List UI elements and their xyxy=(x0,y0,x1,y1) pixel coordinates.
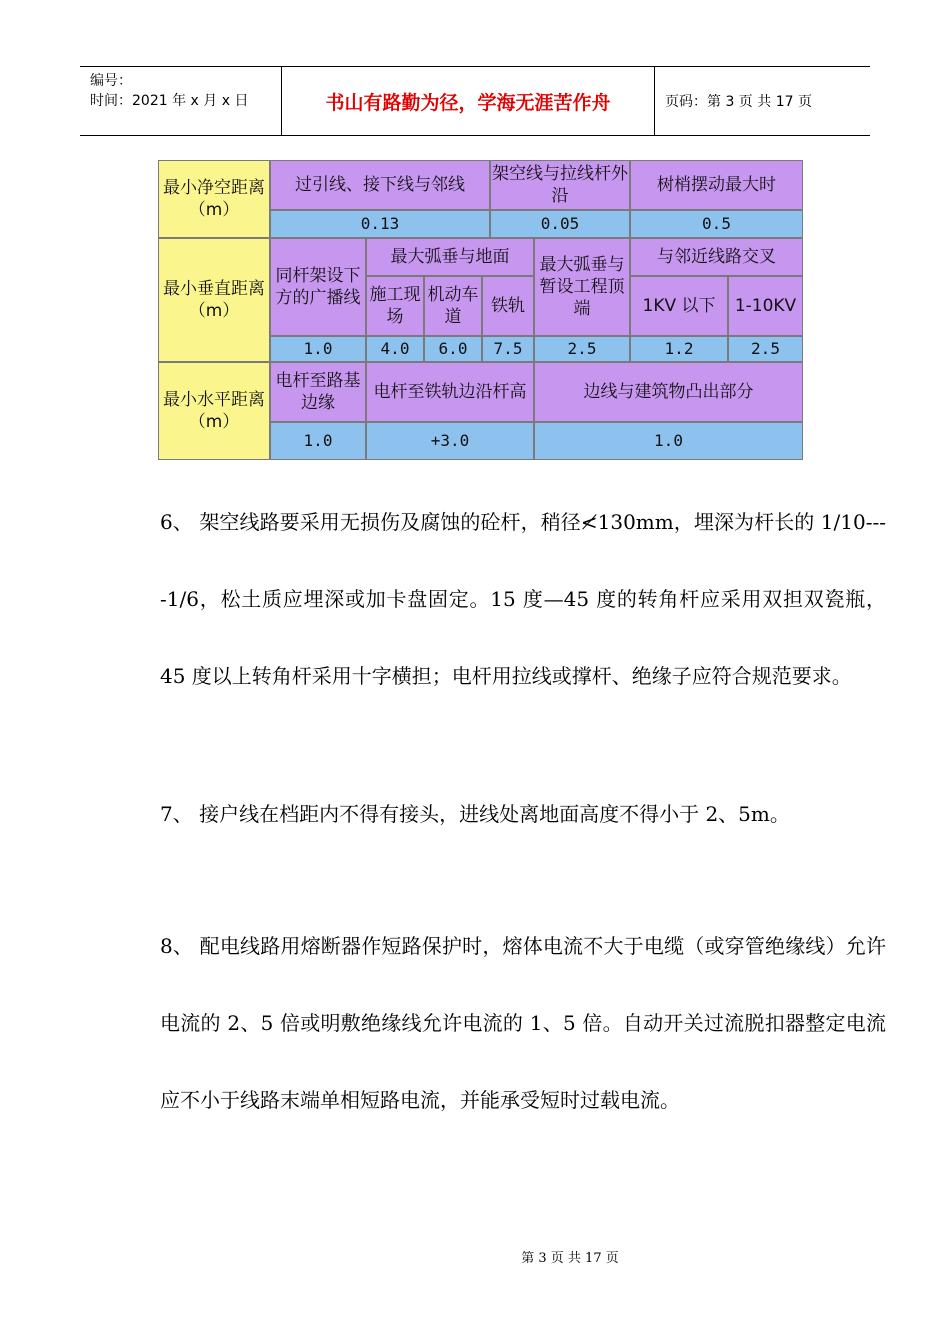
row3-value-2: +3.0 xyxy=(366,422,534,460)
paragraph-8: 8、 配电线路用熔断器作短路保护时，熔体电流不大于电缆（或穿管绝缘线）允许电流的 2、5 倍或明敷绝缘线允许电流的 1、5 倍。自动开关过流脱扣器整定电流应不小于线路末端单相短路电流，并能承受短时过载电流。 xyxy=(160,934,886,1112)
page-footer xyxy=(0,1247,950,1266)
row3-header-2: 电杆至铁轨边沿杆高 xyxy=(366,362,534,422)
row2-header-sag-ground: 最大弧垂与地面 xyxy=(366,238,534,276)
row1-value-1: 0.13 xyxy=(270,210,490,238)
row2-header-10kv: 1-10KV xyxy=(728,276,803,336)
header-number: 编号： xyxy=(90,73,132,89)
row1-value-2: 0.05 xyxy=(490,210,630,238)
row3-header-3: 边线与建筑物凸出部分 xyxy=(534,362,803,422)
row2-header-broadcast: 同杆架设下方的广播线 xyxy=(270,238,366,336)
header-page-info: 页码：第 3 页 共 17 页 xyxy=(665,94,812,110)
header-time: 时间：2021 年 x 月 x 日 xyxy=(90,93,249,109)
row2-label: 最小垂直距离（m） xyxy=(158,238,270,362)
header-motto: 书山有路勤为径，学海无涯苦作舟 xyxy=(282,67,655,135)
row1-value-3: 0.5 xyxy=(630,210,803,238)
row2-header-cross: 与邻近线路交叉 xyxy=(630,238,803,276)
row3-value-1: 1.0 xyxy=(270,422,366,460)
row2-header-rail: 铁轨 xyxy=(482,276,534,336)
row2-header-road: 机动车道 xyxy=(424,276,482,336)
row2-value-site: 4.0 xyxy=(366,336,424,362)
row1-header-2: 架空线与拉线杆外沿 xyxy=(490,160,630,210)
header-meta xyxy=(80,67,282,135)
row2-value-rail: 7.5 xyxy=(482,336,534,362)
page-header xyxy=(80,66,870,136)
distance-table xyxy=(158,160,803,460)
row1-label: 最小净空距离（m） xyxy=(158,160,270,238)
row2-header-site: 施工现场 xyxy=(366,276,424,336)
paragraph-7: 7、 接户线在档距内不得有接头，进线处离地面高度不得小于 2、5m。 xyxy=(160,802,790,826)
row2-header-1kv: 1KV 以下 xyxy=(630,276,728,336)
row1-header-1: 过引线、接下线与邻线 xyxy=(270,160,490,210)
row2-value-10kv: 2.5 xyxy=(728,336,803,362)
row2-value-temp: 2.5 xyxy=(534,336,630,362)
row3-header-1: 电杆至路基边缘 xyxy=(270,362,366,422)
row2-value-broadcast: 1.0 xyxy=(270,336,366,362)
paragraph-6: 6、 架空线路要采用无损伤及腐蚀的砼杆，稍径≮130mm，埋深为杆长的 1/10----1/6，松土质应埋深或加卡盘固定。15 度—45 度的转角杆应采用双担双瓷瓶，45 度以上转角杆采用十字横担；电杆用拉线或撑杆、绝缘子应符合规范要求。 xyxy=(160,510,886,688)
row3-value-3: 1.0 xyxy=(534,422,803,460)
row2-value-1kv: 1.2 xyxy=(630,336,728,362)
row2-value-road: 6.0 xyxy=(424,336,482,362)
row2-header-sag-temp: 最大弧垂与暂设工程顶端 xyxy=(534,238,630,336)
footer-page-number: 第 3 页 共 17 页 xyxy=(521,1251,619,1266)
row3-label: 最小水平距离（m） xyxy=(158,362,270,460)
row1-header-3: 树梢摆动最大时 xyxy=(630,160,803,210)
